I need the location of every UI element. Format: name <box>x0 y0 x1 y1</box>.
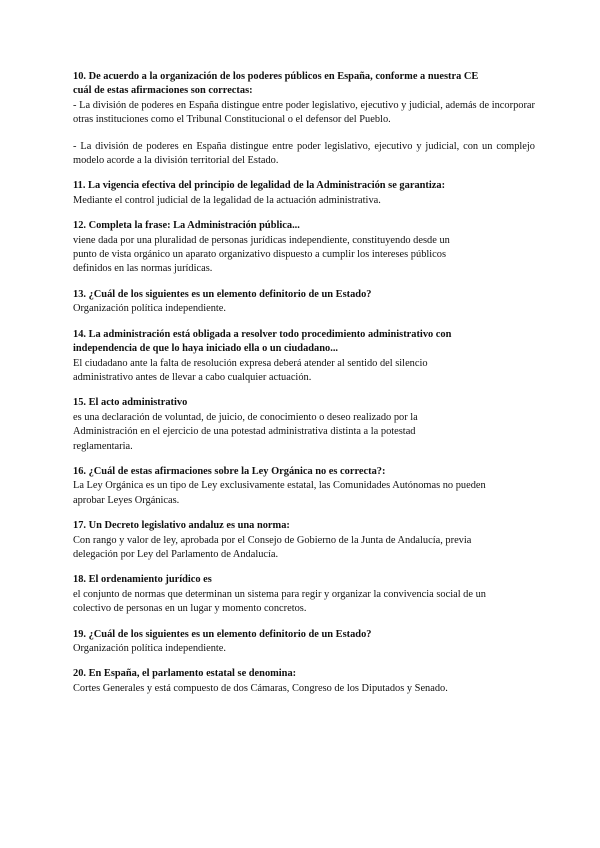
question-13 <box>73 288 535 317</box>
question-10 <box>73 70 535 168</box>
question-19 <box>73 628 535 657</box>
question-16 <box>73 465 535 508</box>
answer-block <box>73 411 473 454</box>
answer-text: viene dada por una pluralidad de personas jurídicas independiente, constituyendo desde un punto de vista orgánico un aparato organizativo dispuesto a cumplir los intereses públicos definidos en las normas jurídicas. <box>73 234 450 275</box>
question-12 <box>73 219 535 277</box>
answer-block <box>73 234 458 277</box>
question-17 <box>73 519 535 562</box>
question-11 <box>73 179 535 208</box>
question-title: 16. ¿Cuál de estas afirmaciones sobre la Ley Orgánica no es correcta?: <box>73 465 386 477</box>
question-title: 13. ¿Cuál de los siguientes es un elemento definitorio de un Estado? <box>73 288 372 300</box>
answer-text: es una declaración de voluntad, de juicio, de conocimiento o deseo realizado por la Administración en el ejercicio de una potestad administrativa distinta a la potestad reglamentaria. <box>73 411 418 452</box>
question-title: 20. En España, el parlamento estatal se denomina: <box>73 668 297 680</box>
question-14 <box>73 328 535 386</box>
answer-block <box>73 588 498 617</box>
question-title: 11. La vigencia efectiva del principio de legalidad de la Administración se garantiza: <box>73 180 446 192</box>
answer-block <box>73 194 535 208</box>
answer-text: Organización política independiente. <box>73 643 227 654</box>
question-title: 14. La administración está obligada a resolver todo procedimiento administrativo con independencia de que lo haya iniciado ella o un ciudadano... <box>73 328 452 355</box>
answer-text: el conjunto de normas que determinan un sistema para regir y organizar la convivencia social de un colectivo de personas en un lugar y momento concretos. <box>73 588 486 615</box>
question-title: 18. El ordenamiento jurídico es <box>73 574 212 586</box>
question-15 <box>73 396 535 454</box>
answer-block <box>73 682 535 696</box>
answer-block <box>73 479 493 508</box>
answer-text: El ciudadano ante la falta de resolución expresa deberá atender al sentido del silencio administrativo antes de llevar a cabo cualquier actuación. <box>73 357 428 383</box>
answer-text: - La división de poderes en España distingue entre poder legislativo, ejecutivo y judicial, con un complejo modelo acorde a la división territorial del Estado. <box>73 140 535 167</box>
answer-block <box>73 357 483 386</box>
answer-text: Cortes Generales y está compuesto de dos Cámaras, Congreso de los Diputados y Senado. <box>73 682 448 694</box>
answer-block <box>73 302 535 316</box>
question-title: 12. Completa la frase: La Administración pública... <box>73 220 300 232</box>
question-title: 10. De acuerdo a la organización de los poderes públicos en España, conforme a nuestra CE cuál de estas afirmaciones son correctas: <box>73 71 479 97</box>
question-title: 15. El acto administrativo <box>73 397 188 409</box>
document-page <box>73 70 535 707</box>
answer-text: La Ley Orgánica es un tipo de Ley exclusivamente estatal, las Comunidades Autónomas no pueden aprobar Leyes Orgánicas. <box>73 480 486 506</box>
answer-text: - La división de poderes en España distingue entre poder legislativo, ejecutivo y judicial, además de incorporar otras instituciones como el Tribunal Constitucional o el defensor del Pueblo. <box>73 99 535 126</box>
question-20 <box>73 667 535 696</box>
answer-block <box>73 534 493 563</box>
answer-text: Organización política independiente. <box>73 303 227 315</box>
answer-block <box>73 99 535 169</box>
answer-text: Con rango y valor de ley, aprobada por el Consejo de Gobierno de la Junta de Andalucía, previa delegación por Ley del Parlamento de Andalucía. <box>73 534 472 560</box>
question-title: 17. Un Decreto legislativo andaluz es una norma: <box>73 520 290 532</box>
question-title: 19. ¿Cuál de los siguientes es un elemento definitorio de un Estado? <box>73 628 372 640</box>
answer-text: Mediante el control judicial de la legalidad de la actuación administrativa. <box>73 194 381 206</box>
question-18 <box>73 573 535 616</box>
answer-block <box>73 642 535 656</box>
